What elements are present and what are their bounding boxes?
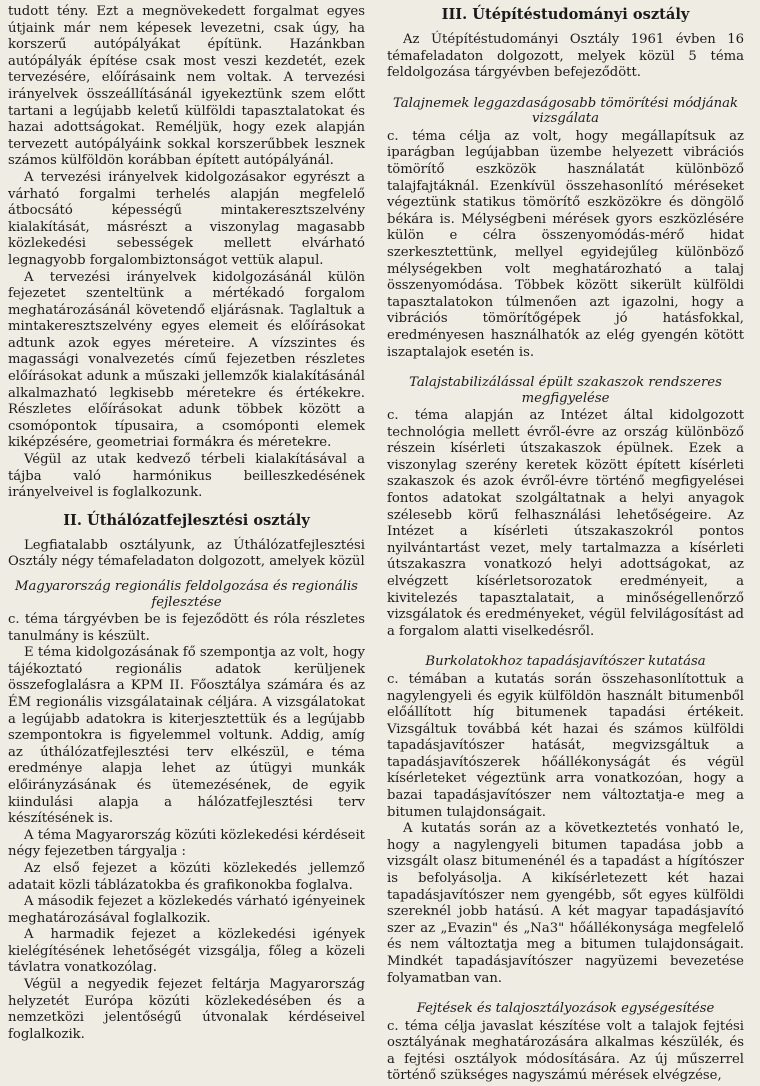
paragraph: A harmadik fejezet a közlekedési igények kielégítésének lehetőségét vizsgálja, főleg a közeli távlatra vonatkozólag.: [8, 927, 365, 976]
paragraph: Legfiatalabb osztályunk, az Úthálózatfejlesztési Osztály négy témafeladaton dolgozott, amelyek közül: [8, 537, 365, 570]
paragraph: Az első fejezet a közúti közlekedés jellemző adatait közli táblázatokba és grafikonokba foglalva.: [8, 860, 365, 893]
left-column: [8, 4, 365, 1086]
paragraph: c. téma tárgyévben be is fejeződött és róla részletes tanulmány is készült.: [8, 612, 365, 644]
paragraph: A kutatás során az a következtetés vonható le, hogy a nagylengyeli bitumen tapadása jobb a vizsgált olasz bitumenénél és a tapadást a hígítószer is befolyásolja. A kikísérletezett két hazai tapadásjavítószer nem gyengébb, sőt egyes külföldi szereknél jobb hatású. A két magyar tapadásjavító szer az „Evazin" és „Na3" hőállékonysága megfelelő és nem változtatja meg a bitumen tulajdonságait. Mindkét tapadásjavítószer nagyüzemi bevezetése folyamatban van.: [387, 821, 744, 986]
paragraph: A tervezési irányelvek kidolgozásánál külön fejezetet szenteltünk a mértékadó forgalom meghatározásánál követendő eljárásnak. Taglaltuk a mintakeresztszelvény egyes elemeit és előírásokat adtunk azok egyes méreteire. A vízszintes és magassági vonalvezetés című fejezetben részletes előírásokat adunk a műszaki jellemzők kialakításánál alkalmazható legkisebb méretekre és értékekre. Részletes előírásokat adunk többek között a csomópontok típusaira, a csomóponti elemek kiképzésére, geometriai formákra és méretekre.: [8, 269, 365, 451]
paragraph: A tervezési irányelvek kidolgozásakor egyrészt a várható forgalmi terhelés alapján megfelelő átbocsátó képességű mintakeresztszelvény kialakítását, másrészt a viszonylag magasabb közlekedési sebességek mellett elvárható legnagyobb forgalombiztonságot vettük alapul.: [8, 169, 365, 268]
paragraph: c. téma alapján az Intézet által kidolgozott technológia mellett évről-évre az ország különböző részein kísérleti útszakaszok épülnek. Ezek a viszonylag szerény keretek között épített kísérleti szakaszok és azok évről-évre történő megfigyelései fontos adatokat szolgáltatnak a helyi anyagok szélesebb körű felhasználási lehetőségeire. Az Intézet a kísérleti útszakaszokról pontos nyilvántartást vezet, mely tartalmazza a kísérleti útszakaszra vonatkozó helyi adottságokat, az elvégzett kísérletsorozatok eredményeit, a kivitelezés tapasztalatait, a minőségellenőrző vizsgálatok és eredményeket, végül felvilágosítást ad a forgalom alatti viselkedésről.: [387, 408, 744, 639]
paragraph: c. témában a kutatás során összehasonlítottuk a nagylengyeli és egyik külföldön használt bitumenből előállított híg bitumenek tapadási értékeit. Vizsgáltuk továbbá két hazai és számos külföldi tapadásjavítószer hatását, megvizsgáltuk a tapadásjavítószerek hőállékonyságát és végül kísérleteket végeztünk arra vonatkozóan, hogy a bazai tapadásjavítószer nem változtatja-e meg a bitumen tulajdonságait.: [387, 671, 744, 820]
topic-title: Talajstabilizálással épült szakaszok rendszeres megfigyelése: [409, 375, 722, 406]
paragraph: A második fejezet a közlekedés várható igényeinek meghatározásával foglalkozik.: [8, 894, 365, 926]
right-column: [387, 4, 744, 1086]
paragraph: E téma kidolgozásának fő szempontja az volt, hogy tájékoztató regionális adatok kerüljenek összefoglalásra a KPM II. Főosztálya számára és az ÉM regionális vizsgálatainak céljára. A vizsgálatokat a legújabb adatokra is kiterjesztettük és a legújabb szempontokra is figyelemmel voltunk. Addig, amíg az úthálózatfejlesztési terv elkészül, e téma eredménye alapja lehet az útügyi munkák előirányzásának és ütemezésének, de egyik kiindulási alapja a hálózatfejlesztési terv készítésének is.: [8, 645, 365, 827]
topic-title: Magyarország regionális feldolgozása és regionális fejlesztése: [15, 579, 358, 610]
paragraph: A téma Magyarország közúti közlekedési kérdéseit négy fejezetben tárgyalja :: [8, 827, 365, 860]
paragraph: c. téma célja az volt, hogy megállapítsuk az iparágban legújabban üzembe helyezett vibrációs tömörítő eszközök használatát különböző talajfajtáknál. Ezenkívül összehasonlító méréseket végeztünk statikus tömörítő eszközökre és döngölő békára is. Mélységbeni mérések gyors eszközlésére külön e célra összenyomódás-mérő hidat szerkesztettünk, mellyel egyidejűleg különböző mélységekben volt meghatározható a talaj összenyomódása. Többek között sikerült külföldi tapasztalatokon túlmenően azt igazolni, hogy a vibrációs tömörítőgépek jó hatásfokkal, eredményesen használhatók az elég gyengén kötött iszaptalajok esetén is.: [387, 128, 744, 360]
paragraph: Végül az utak kedvező térbeli kialakításával a tájba való harmónikus beilleszkedésének irányelveivel is foglalkozunk.: [8, 452, 365, 501]
paragraph: Az Útépítéstudományi Osztály 1961 évben 16 témafeladaton dolgozott, melyek közül 5 téma feldolgozása tárgyévben befejeződött.: [387, 32, 744, 81]
topic-title: Burkolatokhoz tapadásjavítószer kutatása: [425, 654, 706, 670]
section-heading-2: II. Úthálózatfejlesztési osztály: [63, 511, 310, 529]
paragraph: tudott tény. Ezt a megnövekedett forgalmat egyes útjaink már nem képesek levezetni, csak úgy, ha korszerű autópályákat építünk. Hazánkban autópályák építése csak most veszi kezdetét, ezek tervezésére, előírásaink nem voltak. A tervezési irányelvek összeállításánál igyekeztünk szem előtt tartani a legújabb keletű külföldi tapasztalatokat és hazai adottságokat. Reméljük, hogy ezek alapján tervezett autópályáink sokkal korszerűbbek lesznek számos külföldön korábban épített autópályánál.: [8, 4, 365, 169]
topic-title: Talajnemek leggazdaságosabb tömörítési módjának vizsgálata: [393, 95, 738, 127]
section-heading-3: III. Útépítéstudományi osztály: [441, 6, 690, 23]
topic-title: Fejtések és talajosztályozások egységesítése: [416, 1001, 715, 1017]
paragraph: c. téma célja javaslat készítése volt a talajok fejtési osztályának meghatározására alkalmas készülék, és a fejtési osztályok módosítására. Az új műszerrel történő szükséges nagyszámú mérések elvégzése,: [387, 1018, 744, 1084]
paragraph: Végül a negyedik fejezet feltárja Magyarország helyzetét Európa közúti közlekedésében és a nemzetközi jelentőségű útvonalak kérdéseivel foglalkozik.: [8, 977, 365, 1042]
